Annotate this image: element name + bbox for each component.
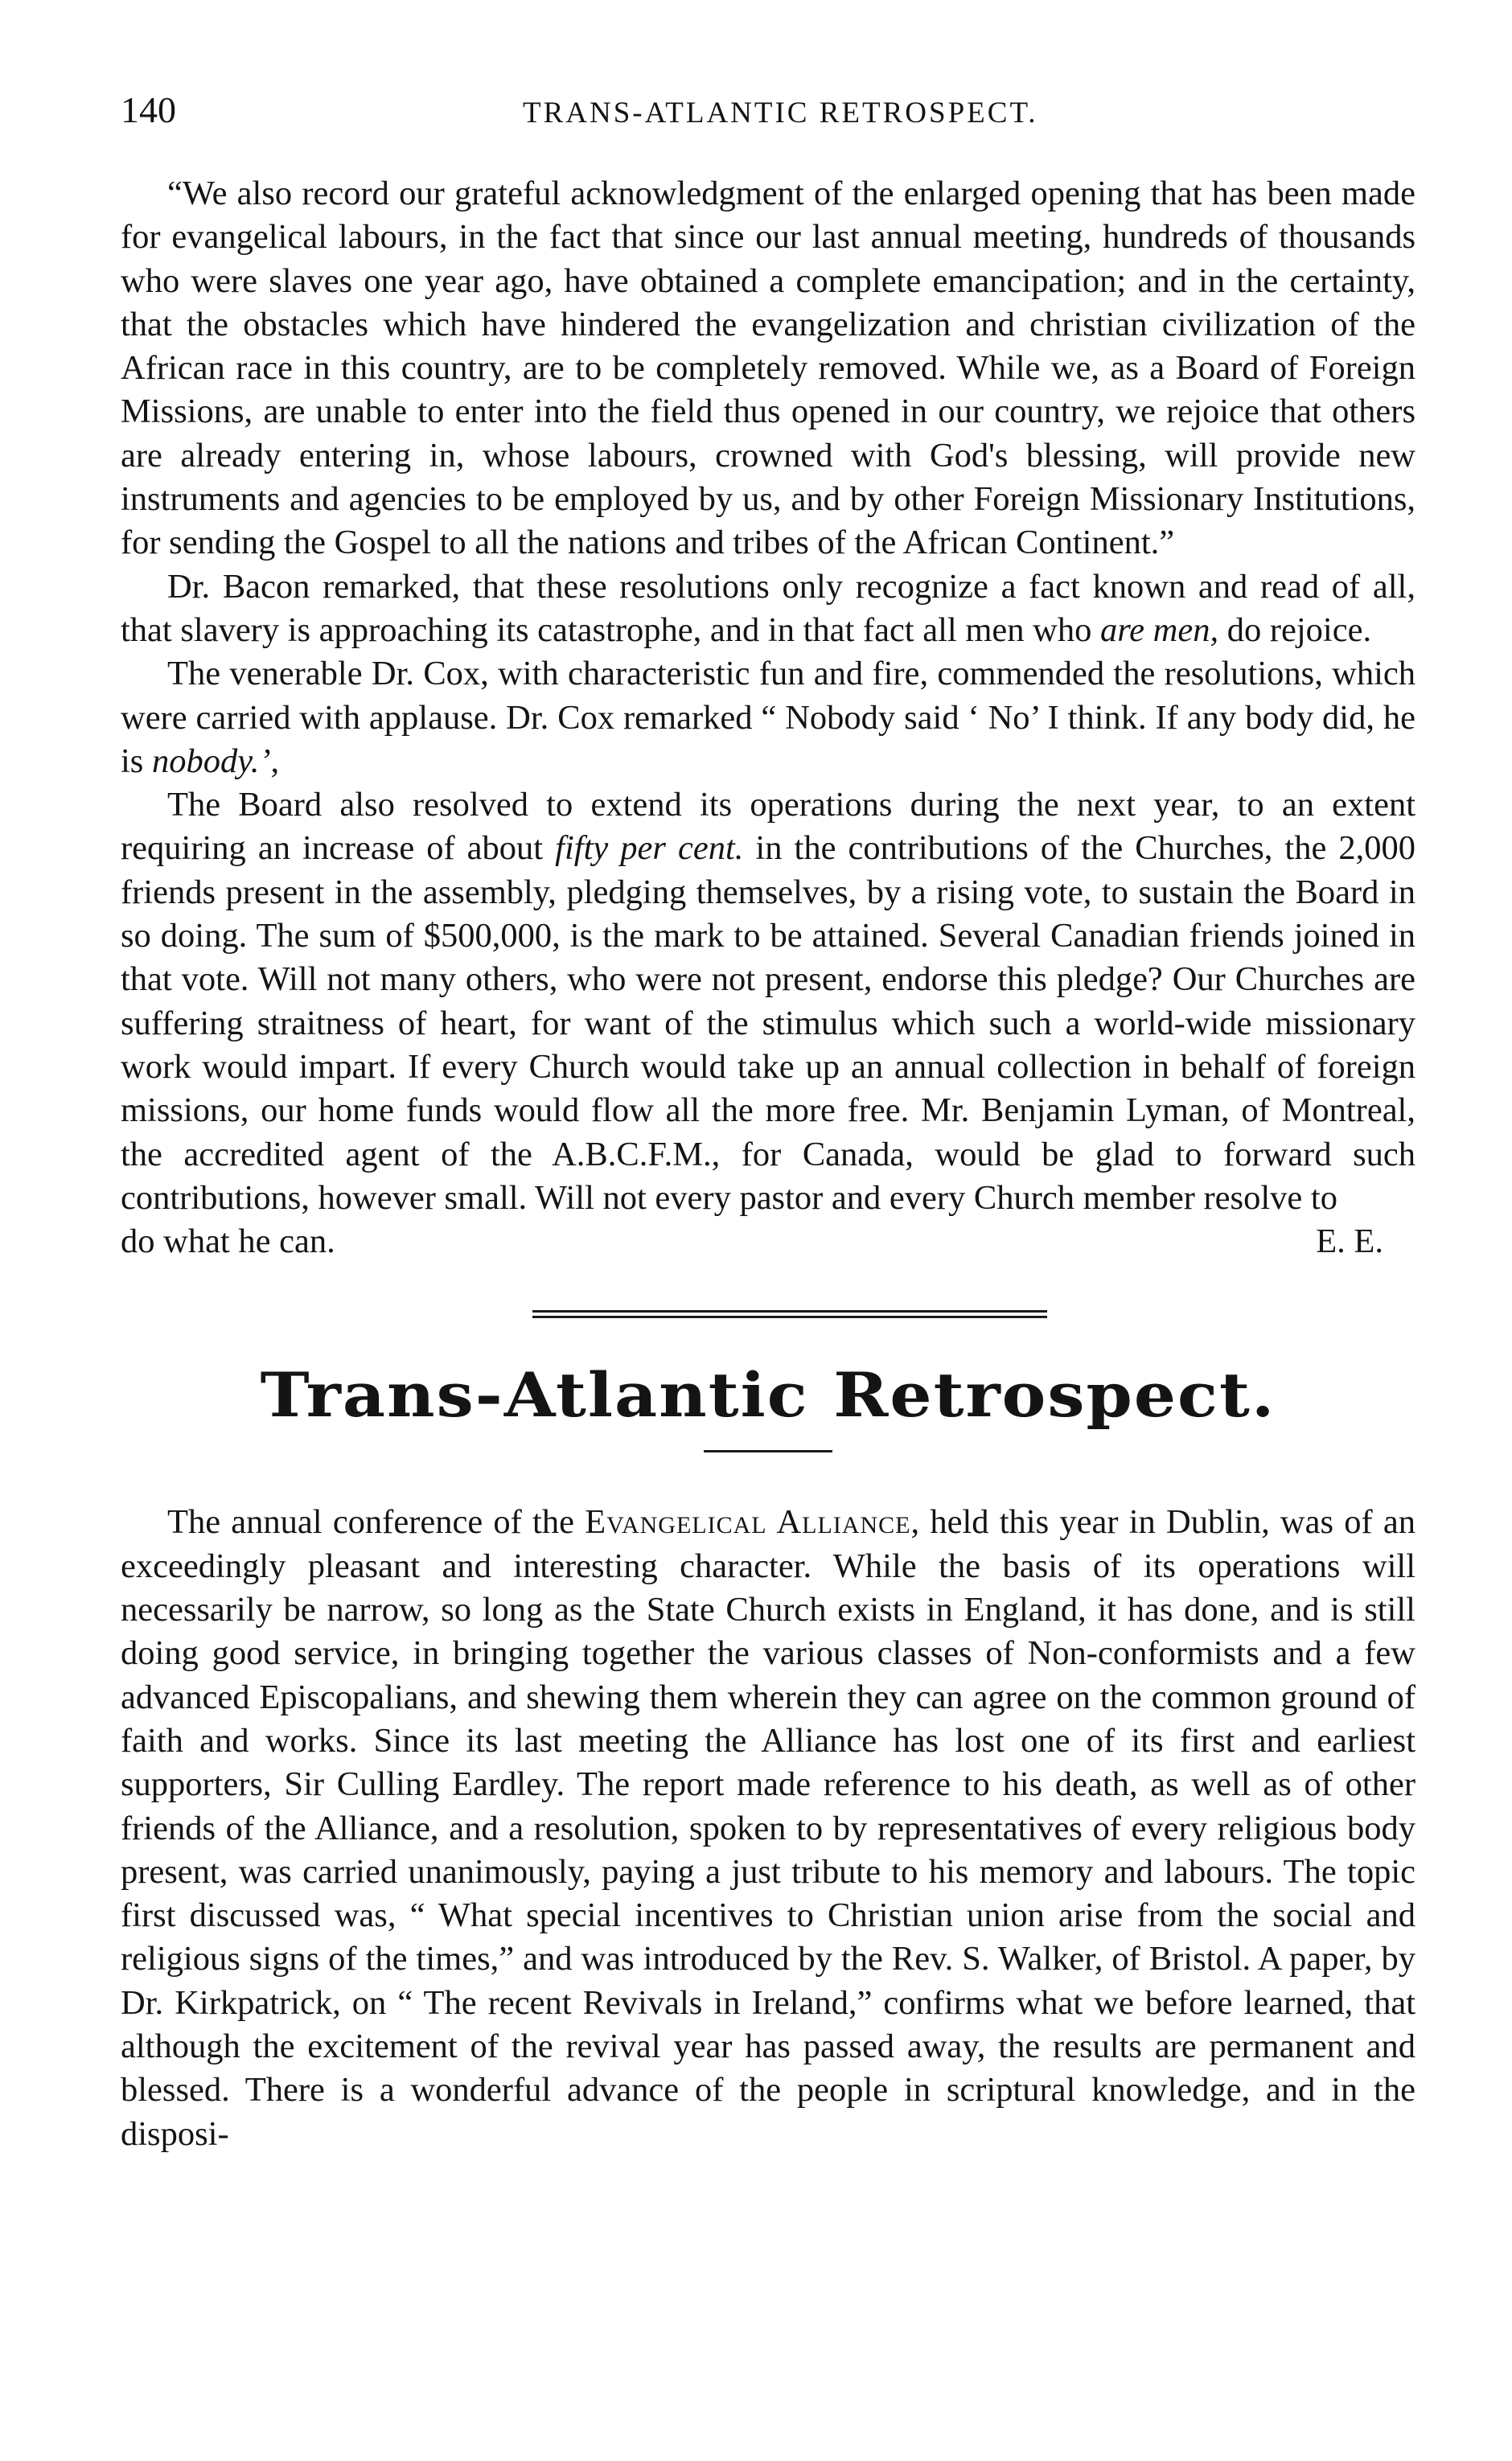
- dr-cox-paragraph: [121, 652, 1415, 783]
- section-title: Trans-Atlantic Retrospect.: [260, 1360, 1276, 1432]
- title-underline: [704, 1450, 832, 1452]
- dr-bacon-paragraph: [121, 565, 1415, 653]
- retrospect-block: [121, 1501, 1415, 2155]
- alliance-small-caps: Evangelical Alliance: [585, 1503, 911, 1542]
- quoted-resolution-paragraph: “We also record our grateful acknowledgment of the enlarged opening that has been made for evangelical labours, in the fact that since our last annual meeting, hundreds of thousands who were slaves one year ago, have obtained a complete emancipation; and in the certainty, that the obstacles which have hindered the evangelization and christian civilization of the African race in this country, are to be completely removed. While we, as a Board of Foreign Missions, are unable to enter into the field thus opened in our country, we rejoice that others are already entering in, whose labours, crowned with God's blessing, will provide new instruments and agencies to be employed by us, and by other Foreign Missionary Institutions, for sending the Gospel to all the nations and tribes of the African Continent.”: [121, 175, 1415, 562]
- page: [121, 88, 1415, 2156]
- dr-bacon-text-b: do rejoice.: [1218, 610, 1372, 649]
- alliance-text-a: The annual conference of the: [167, 1503, 585, 1542]
- board-text-a: The Board also resolved to extend its operations during the next year, to an extent requiring an increase of about: [121, 786, 1415, 868]
- closing-text: do what he can.: [121, 1222, 335, 1261]
- board-emphasis: fifty per cent.: [555, 829, 744, 868]
- dr-bacon-text-a: Dr. Bacon remarked, that these resolutions only recognize a fact known and read of all, that slavery is approaching its catastrophe, and in that fact all men who: [121, 567, 1415, 649]
- section-divider: [121, 1296, 1415, 1328]
- double-rule: [532, 1310, 1047, 1318]
- dr-cox-text-b: ,: [270, 742, 280, 780]
- board-text-b: in the contributions of the Churches, the 2,000 friends present in the assembly, pledging themselves, by a rising vote, to sustain the Board in so doing. The sum of $500,000, is the mark to be attained. Several Canadian friends joined in that vote. Will not many others, who were not present, endorse this pledge? Our Churches are suffering straitness of heart, for want of the stimulus which such a world-wide missionary work would impart. If every Church would take up an annual collection in behalf of foreign missions, our home funds would flow all the more free. Mr. Benjamin Lyman, of Montreal, the accredited agent of the A.B.C.F.M., for Canada, would be glad to forward such contributions, however small. Will not every pastor and every Church member resolve to: [121, 829, 1415, 1217]
- page-header: [121, 88, 1415, 145]
- closing-line: [121, 1220, 1415, 1263]
- page-number: 140: [121, 89, 176, 130]
- alliance-text-b: , held this year in Dublin, was of an exceedingly pleasant and interesting character. While the basis of its operations will necessarily be narrow, so long as the State Church exists in England, it has done, and is still doing good service, in bringing together the various classes of Non-conformists and a few advanced Episcopalians, and shewing them wherein they can agree on the common ground of faith and works. Since its last meeting the Alliance has lost one of its first and earliest supporters, Sir Culling Eardley. The report made reference to his death, as well as of other friends of the Alliance, and a resolution, spoken to by representatives of every religious body present, was carried unanimously, paying a just tribute to his memory and labours. The topic first discussed was, “ What special incentives to Christian union arise from the social and religious signs of the times,” and was introduced by the Rev. S. Walker, of Bristol. A paper, by Dr. Kirkpatrick, on “ The recent Revivals in Ireland,” confirms what we before learned, that although the excitement of the revival year has passed away, the results are permanent and blessed. There is a wonderful advance of the people in scriptural knowledge, and in the disposi-: [121, 1503, 1415, 2153]
- alliance-paragraph: [121, 1501, 1415, 2155]
- letter-block: [121, 172, 1415, 1263]
- dr-cox-text-a: The venerable Dr. Cox, with characteristic fun and fire, commended the resolutions, which were carried with applause. Dr. Cox remarked “ Nobody said ‘ No’ I think. If any body did, he is: [121, 655, 1415, 780]
- board-resolution-paragraph: [121, 783, 1415, 1220]
- running-head: TRANS-ATLANTIC RETROSPECT.: [523, 97, 1038, 129]
- dr-cox-emphasis: nobody.’: [151, 742, 271, 780]
- signature: E. E.: [1316, 1222, 1383, 1261]
- dr-bacon-emphasis: are men,: [1099, 610, 1219, 649]
